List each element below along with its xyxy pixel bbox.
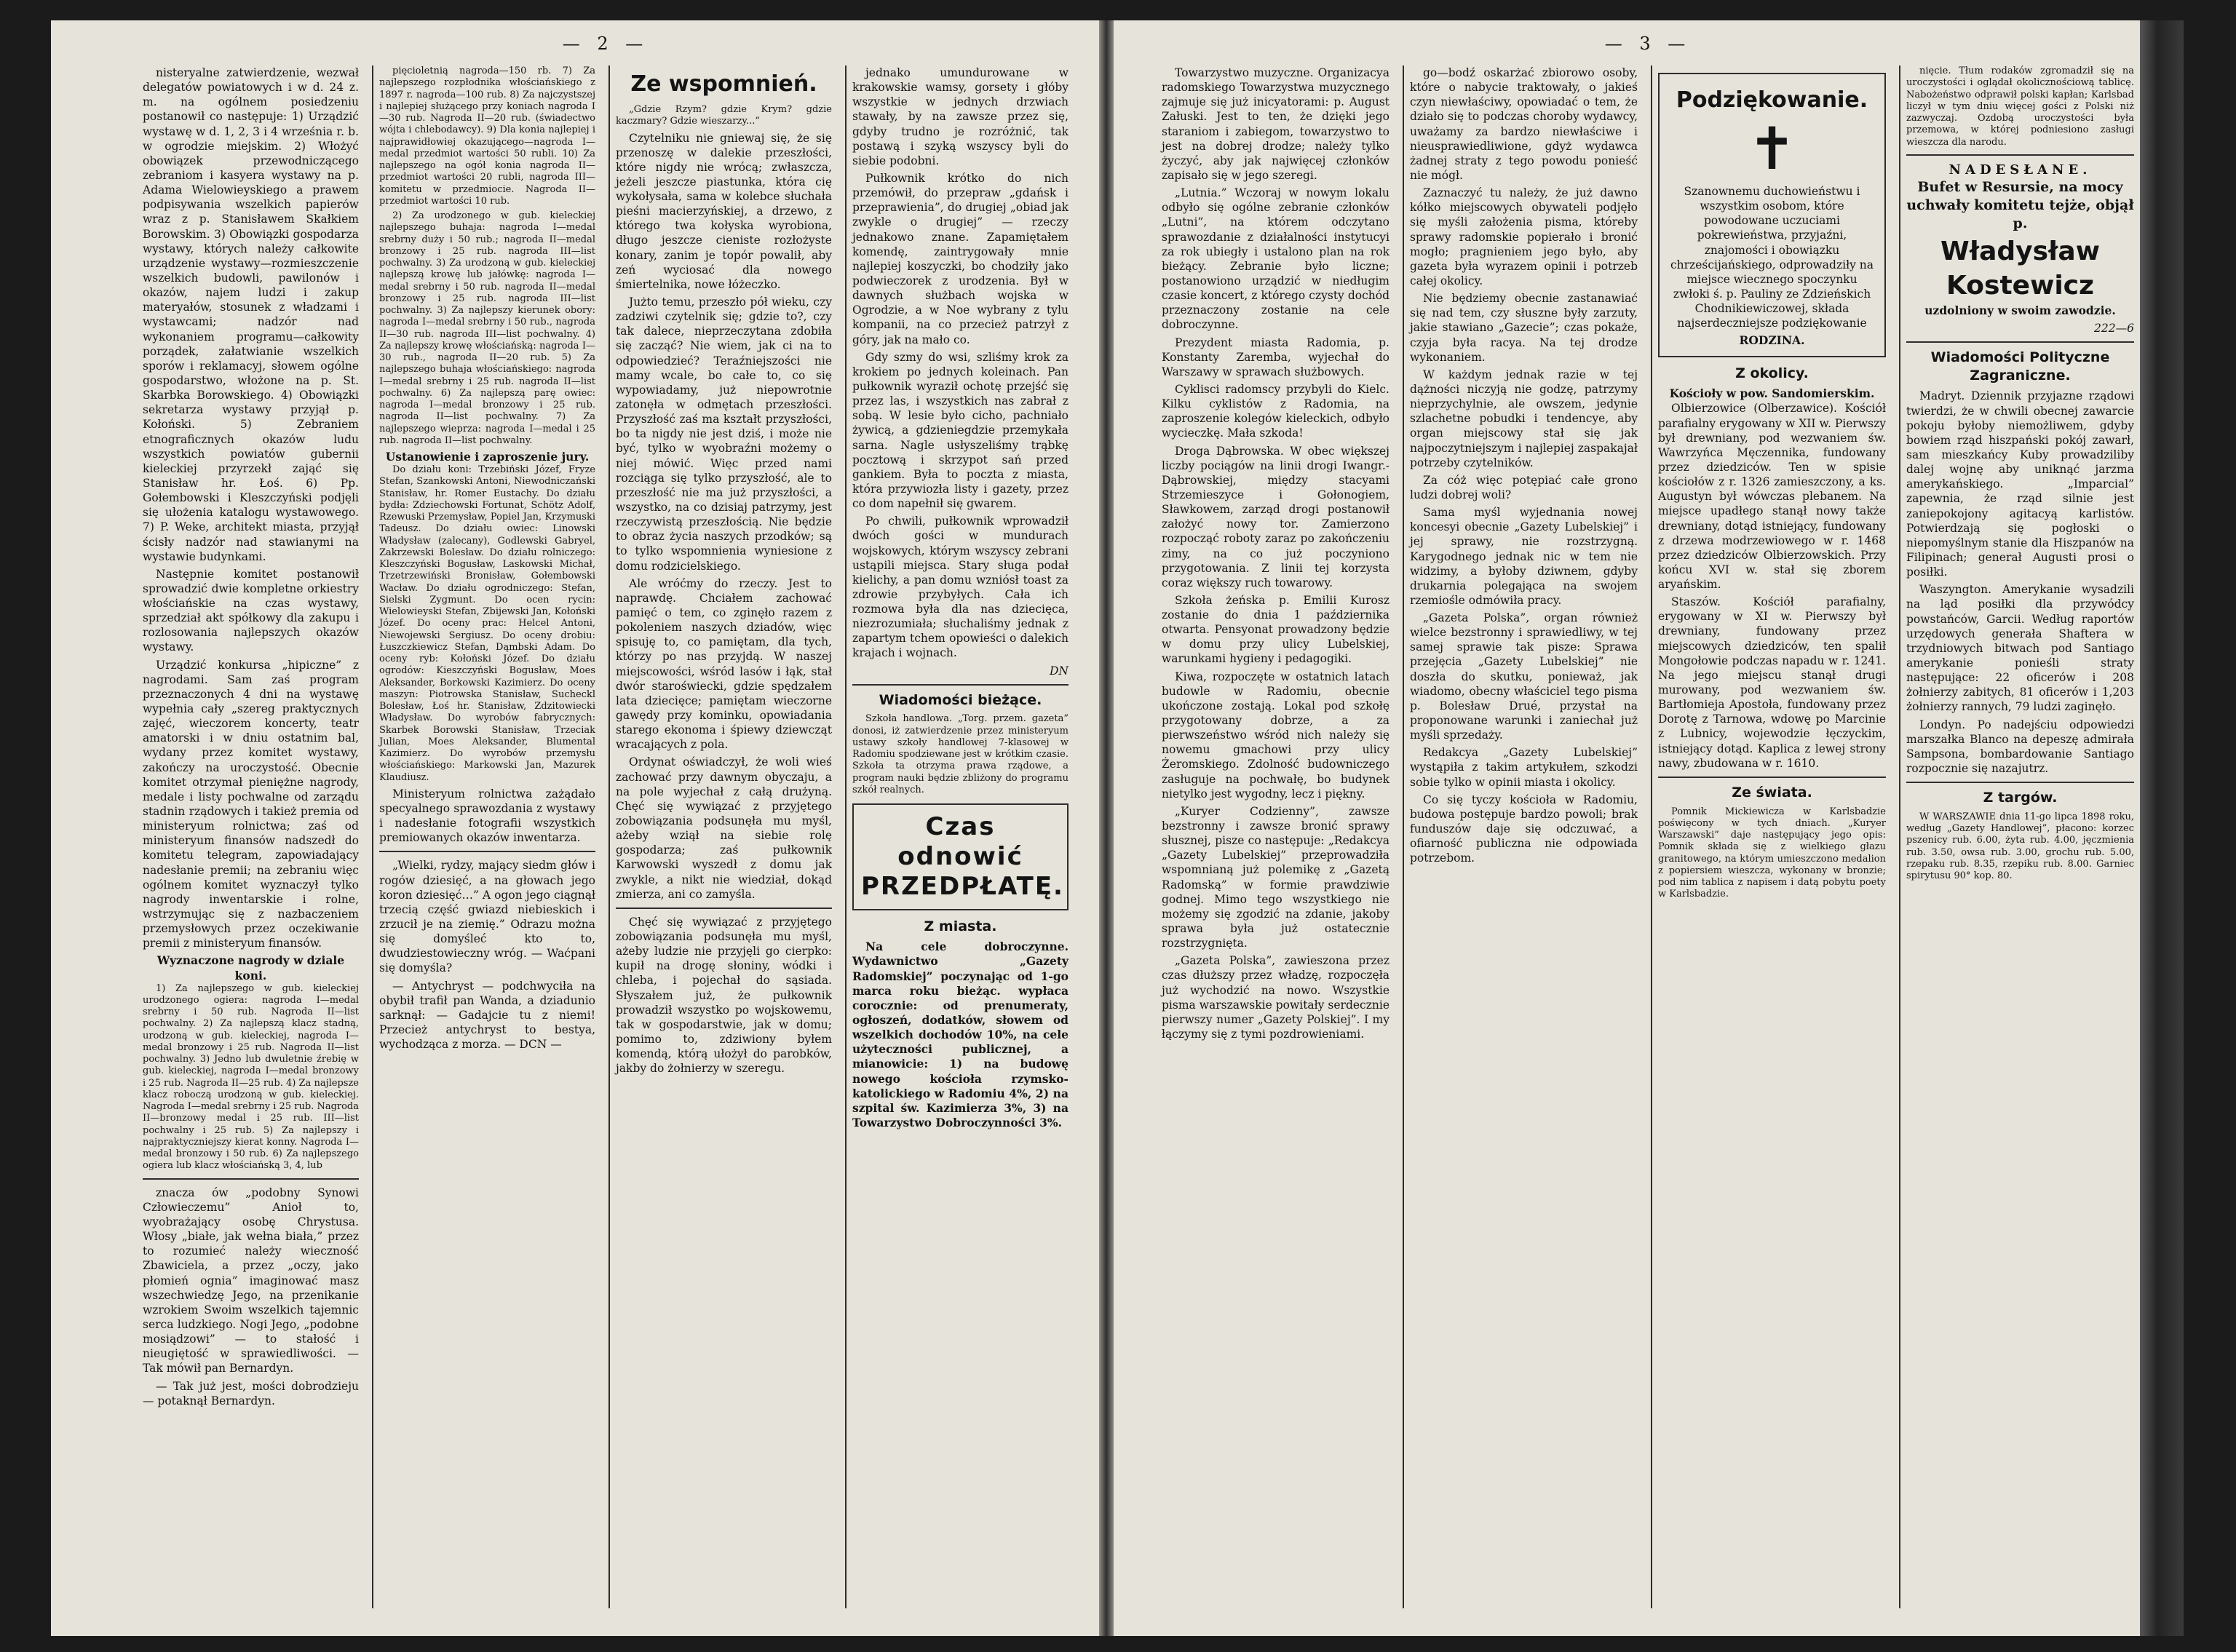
article-paragraph: Droga Dąbrowska. W obec większej liczby pociągów na linii drogi Iwangr.-Dąbrowskiej, między stacyami Strzemieszyce i Gołonogiem, Sławkowem, zarząd drogi postanowił założyć nowy tor. Zamierzono rozpocząć roboty zaraz po zakończeniu zimy, na co już poczyniono przygotowania. Z linii tej korzysta coraz większy ruch towarowy. — [1162, 444, 1389, 589]
market-heading: Z targów. — [1983, 790, 2058, 806]
article-paragraph: Następnie komitet postanowił sprowadzić dwie kompletne orkiestry włościańskie na czas wystawy, sprzedział akt spółkowy dla zakupu i rozlosowania najlepszych okazów wystawy. — [143, 567, 359, 654]
section-heading: Wyznaczone nagrody w dziale koni. — [156, 953, 345, 982]
article-paragraph: Ordynat oświadczył, że woli wieś zachować przy dawnym obyczaju, a na pole wyjechał z całą drużyną. Chęć się wywiązać z przyjętego zobowiązania podsunęła mu myśl, ażeby wziął na siebie rolę gospodarza; zaś pułkownik Karwowski wyszedł z domu jak zwykle, a nikt nie wiedział, dokąd zmierza, ani co zamyśla. — [616, 755, 832, 901]
article-paragraph: pięcioletnią nagroda—150 rb. 7) Za najlepszego rozpłodnika włościańskiego z 1897 r. nagroda—100 rub. 8) Za najczystszej i najlepiej służącego przy koniach nagroda I—30 rub. Nagroda II—20 rub. (świadectwo wójta i chlebodawcy). 9) Dla konia najlepiej i najprawidłowiej okazującego—nagroda I—medal przedmiot wartości 50 rubli. 10) Za najlepszego na ogół konia nagroda II—przedmiot wartości 20 rubli, nagroda III—komitetu w przedmiocie. Nagroda II—przedmiot wartości 10 rub. — [379, 65, 595, 207]
article-paragraph: 2) Za urodzonego w gub. kieleckiej najlepszego buhaja: nagroda I—medal srebrny duży i 50 rub.; nagroda II—medal bronzowy i 25 rub. nagroda III—list pochwalny. 3) Za urodzoną w gub. kieleckiej najlepszą krowę lub jałówkę: nagroda I—medal srebrny i 50 rub. nagroda II—medal bronzowy i 25 rub. nagroda III—list pochwalny. 3) Za najlepszy kierunek obory: nagroda I—medal srebrny i 50 rub., nagroda II—30 rub. nagroda III—list pochwalny. 4) Za najlepszy krowę włościańską: nagroda I—30 rub., nagroda II—20 rub. 5) Za najlepszego buhaja włościańskiego: nagroda I—medal srebrny i 25 rub. nagroda II—list pochwalny. 6) Za najlepszą parę owiec: nagroda I—medal bronzowy i 25 rub. nagroda II—list pochwalny. 7) Za najlepszego wieprza: nagroda I—medal i 25 rub. nagroda II—list pochwalny. — [379, 210, 595, 446]
newspaper-spread — [51, 20, 2184, 1636]
city-news-heading: Z miasta. — [924, 918, 997, 934]
right-column-4 — [1899, 65, 2140, 1608]
article-paragraph: Madryt. Dziennik przyjazne rządowi twierdzi, że w chwili obecnej zawarcie pokoju byłoby niemożliwem, gdyby bowiem rząd hiszpański pokój zawarł, sam mieszkańcy Kuby prowadziliby dalej wojnę aby uniknąć jarzma amerykańskiego. „Imparcial” zapewnia, że rząd silnie jest zaniepokojony agitacyą karlistów. Potwierdzają się pogłoski o niepomyślnym stanie dla Hiszpanów na Filipinach; generał Augusti prosi o posiłki. — [1906, 389, 2134, 579]
article-paragraph: Olbierzowice (Olberzawice). Kościół parafialny erygowany w XII w. Pierwszy był drewniany, pod wezwaniem św. Wawrzyńca Męczennika, fundowany przez dziedziców. Ten w spisie kościołów z r. 1326 zamieszczony, a ks. Augustyn był wówczas plebanem. Na miejsce upadłego stanął nowy także drewniany, dotąd istniejący, fundowany z drzewa modrzewiowego w r. 1468 przez dziedziców Olbierzowskich. Przy końcu XVI w. stał się zborem aryańskim. — [1658, 402, 1886, 592]
divider — [852, 684, 1069, 686]
article-paragraph: Czytelniku nie gniewaj się, że się przenoszę w dalekie przeszłości, które nigdy nie wrócą; zwłaszcza, jeżeli jeszcze piastunka, która cię wykołysała, sama w kolebce słuchała pieśni macierzyńskiej, a drzewo, z którego twa kołyska wyrobiona, długo jeszcze cieniste rozłożyste konary, zanim je topór powalił, aby zeń wyciosać dla nowego śmiertelnika, nowe łóżeczko. — [616, 131, 832, 291]
article-paragraph: „Gazeta Polska”, organ również wielce bezstronny i sprawiedliwy, w tej samej sprawie tak pisze: Sprawa przejęcia „Gazety Lubelskiej” nie doszła do skutku, ponieważ, jak wiadomo, obecny właściciel tego pisma p. Bolesław Drué, przystał na proponowane warunki i zaniechał już myśli sprzedaży. — [1410, 611, 1638, 742]
article-paragraph: znacza ów „podobny Synowi Człowieczemu” Anioł to, wyobrażający osobę Chrystusa. Włosy „białe, jak wełna biała,” przez to rozumieć należy wieczność Zbawiciela, a przez „oczy, jako płomień ognia” imaginować masz wszechwiedzę Jego, na przenikanie wzrokiem Swoim wszelkich tajemnic serca ludzkiego. Nogi Jego, „podobne mosiądzowi” — to stałość i nieugiętość w sprawiedliwości. — Tak mówił pan Bernardyn. — [143, 1186, 359, 1375]
page-right — [1114, 20, 2184, 1636]
article-paragraph: Sama myśl wyjednania nowej koncesyi obecnie „Gazety Lubelskiej” i jej sprawy, nie rozstrzygną. Karygodnego jednak nic w tem nie widzimy, a byłoby dziwnem, gdyby drukarnia polegająca na swojem rzemiośle odmówiła pracy. — [1410, 506, 1638, 607]
article-paragraph: Co się tyczy kościoła w Radomiu, budowa postępuje bardzo powoli; brak funduszów daje się odczuwać, a ofiarność publiczna nie odpowiada potrzebom. — [1410, 793, 1638, 865]
article-paragraph: „Kuryer Codzienny”, zawsze bezstronny i zawsze bronić sprawy słusznej, pisze co następuje: „Redakcya „Gazety Lubelskiej” przeprowadziła wspomnianą już polemikę z „Gazetą Radomską” w formie prawdziwie godnej. Mimo tego wszystkiego nie możemy się zgodzić na zdanie, jakoby sprawa była już ostatecznie rozstrzygnięta. — [1162, 804, 1389, 950]
article-paragraph: — Antychryst — podchwyciła na obybił trafił pan Wanda, a dziadunio sarknął: — Gadajcie tu z niemi! Przecież antychryst to bestya, wychodząca z morza. — DCN — — [379, 979, 595, 1052]
article-paragraph: jednako umundurowane w krakowskie wamsy, gorsety i głóby wszystkie w jednych drzwiach stawały, by na zawsze przez się, gdyby trudno je rozróżnić, tak postawą i szyką wszyscy byli do siebie podobni. — [852, 66, 1069, 167]
subscription-main: PRZEDPŁATĘ. — [861, 871, 1064, 901]
left-column-1 — [137, 65, 365, 1608]
advert-tail: uzdolniony w swoim zawodzie. — [1924, 303, 2116, 317]
cross-icon: ✝ — [1747, 115, 1797, 183]
columns-left — [137, 65, 1074, 1608]
politics-heading: Wiadomości Polityczne Zagraniczne. — [1930, 349, 2110, 384]
subscription-notice — [852, 803, 1069, 910]
article-paragraph: Nie będziemy obecnie zastanawiać się nad tem, czy słuszne były zarzuty, jakie stawiano „Gazecie”; czas pokaże, czyja była racya. Na tej drodze wykonaniem. — [1410, 292, 1638, 364]
notice-body: Szanownemu duchowieństwu i wszystkim osobom, które powodowane uczuciami pokrewieństwa, przyjaźni, znajomości i obowiązku chrześcijańskiego, odprowadziły na miejsce wiecznego spoczynku zwłoki ś. p. Pauliny ze Zdzieńskich Chodnikiewiczowej, składa najserdeczniejsze podziękowanie — [1670, 185, 1874, 330]
article-paragraph: Ministeryum rolnictwa zażądało specyalnego sprawozdania z wystawy i nadesłanie fotografii wszystkich premiowanych okazów inwentarza. — [379, 787, 595, 845]
article-paragraph: „Wielki, rydzy, mający siedm głów i rogów dziesięć, a na głowach jego koron dziesięć…” A ogon jego ciągnął trzecią część gwiazd niebieskich i zrzucił je na ziemię.” Odrazu można się domyśleć kto to, dwudziestowieczny wróg. — Waćpani się domyśla? — [379, 859, 595, 975]
article-paragraph: Do działu koni: Trzebiński Józef, Fryze Stefan, Szankowski Antoni, Niewodniczański Stanisław, hr. Romer Eustachy. Do działu bydła: Zdziechowski Fortunat, Schötz Adolf, Rzewuski Przemysław, Popiel Jan, Krzymuski Tadeusz. Do działu owiec: Linowski Władysław (zalecany), Godlewski Gabryel, Zakrzewski Bolesław. Do działu rolniczego: Kleszczyński Bogusław, Laskowski Michał, Trzetrzewiński Bronisław, Gołembowski Wacław. Do działu ogrodniczego: Stefan, Sielski Zygmunt. Do ocen rycin: Wielowieyski Stefan, Zbijewski Jan, Kołoński Józef. Do oceny prac: Helcel Antoni, Niewojewski Sergiusz. Do oceny drobiu: Łuszczkiewicz Stefan, Dąmbski Adam. Do oceny ryb: Kołoński Józef. Do działu ogrodów: Kieszczyński Bogusław, Moes Aleksander, Borkowski Kazimierz. Do oceny maszyn: Piotrowska Stanisław, Sucheckl Bolesław, Łoś hr. Stanisław, Zdzitowiecki Władysław. Do wyrobów fabrycznych: Skarbek Borowski Stanisław, Trzeciak Julian, Moes Aleksander, Blumental Kazimierz. Do wyrobów przemysłu włościańskiego: Markowski Jan, Mazurek Klaudiusz. — [379, 464, 595, 783]
page-number-left: — 2 — — [562, 33, 649, 54]
page-number-right: — 3 — — [1604, 33, 1692, 54]
signature: DN — [1050, 664, 1069, 678]
advert-number: 222—6 — [2094, 321, 2134, 335]
world-news-item: Pomnik Mickiewicza w Karlsbadzie poświęcony w tych dniach. „Kuryer Warszawski” daje następujący jego opis: Pomnik składa się z wielkiego głazu granitowego, na którym umieszczono medalion z popiersiem wieszcza, wykonany w bronzie; pod nim tablica z napisem i datą pobytu poety w Karlsbadzie. — [1658, 806, 1886, 900]
region-news-heading: Z okolicy. — [1735, 365, 1809, 381]
section-heading: Ustanowienie i zaproszenie jury. — [385, 450, 590, 464]
article-paragraph: Redakcya „Gazety Lubelskiej” wystąpiła z takim artykułem, szkodzi sobie tylko w opinii miasta i okolicy. — [1410, 746, 1638, 789]
right-column-2 — [1403, 65, 1644, 1608]
article-paragraph: Towarzystwo muzyczne. Organizacya radomskiego Towarzystwa muzycznego zajmuje się już inicyatorami: p. August Załuski. Jest to ten, że dzięki jego staraniom i zabiegom, towarzystwo to jest na dobrej drodze; należy tylko życzyć, aby jak najwięcej członków zapisało się w jego szeregi. — [1162, 66, 1389, 182]
obituary-notice — [1658, 73, 1886, 357]
article-paragraph: Szkoła żeńska p. Emilii Kurosz zostanie do dnia 1 października otwarta. Pensyonat prowadzony będzie w domu przy ulicy Lubelskiej, warunkami hygieny i pedagogiki. — [1162, 593, 1389, 666]
city-news-item: Na cele dobroczynne. Wydawnictwo „Gazety Radomskiej” poczynając od 1-go marca roku bieżąc. wypłaca corocznie: od prenumeraty, ogłoszeń, dodatków, słowem od wszelkich dochodów 10%, na cele użyteczności publicznej, a mianowicie: 1) na budowę nowego kościoła rzymsko-katolickiego w Radomiu 4%, 2) na szpital św. Kazimierza 3%, 3) na Towarzystwo Dobroczynności 3%. — [852, 940, 1069, 1129]
advert-name: Władysław Kostewicz — [1940, 237, 2100, 301]
article-paragraph: Prezydent miasta Radomia, p. Konstanty Zaremba, wyjechał do Warszawy w sprawach służbowych. — [1162, 335, 1389, 378]
feuilleton-title: Ze wspomnień. — [630, 71, 817, 97]
article-paragraph: Gdy szmy do wsi, szliśmy krok za krokiem po jednych koleinach. Pan pułkownik wyraził ochotę przejść się przez las, i wszystkich nas zabrał z sobą. W lesie było cicho, pachniało żywicą, a gdzieniegdzie przemykała sarna. Nagle usłyszeliśmy trąbkę pocztową i skrzypot sań przed gankiem. Była to poczta z miasta, która przywiozła listy i gazety, przez co dom napełnił się gwarem. — [852, 350, 1069, 511]
left-column-2 — [372, 65, 601, 1608]
article-paragraph: 1) Za najlepszego w gub. kieleckiej urodzonego ogiera: nagroda I—medal srebrny i 50 rub. Nagroda II—list pochwalny. 2) Za najlepszą klacz stadną, urodzoną w gub. kieleckiej, nagroda I—medal bronzowy i 25 rub. Nagroda II—list pochwalny. 3) Jedno lub dwuletnie źrebię w gub. kieleckiej, nagroda I—medal bronzowy i 25 rub. Nagroda II—25 rub. 4) Za najlepsze klacz roboczą urodzoną w gub. kieleckiej. Nagroda I—medal srebrny i 25 rub. Nagroda II—bronzowy medal i 25 rub. III—list pochwalny i 25 rub. 5) Za najlepszy i najpraktyczniejszy kierat konny. Nagroda I—medal bronzowy i 50 rub. 6) Za najlepszego ogiera lub klacz włościańską 3, 4, lub — [143, 982, 359, 1172]
article-paragraph: W każdym jednak razie w tej dążności niczyją nie godzę, patrzymy nieprzychylnie, ale owszem, jedynie szlachetne pobudki i tendencye, aby organ miejscowy stał się jak najpoczytniejszym i najlepiej zaspakajał potrzeby czytelników. — [1410, 368, 1638, 469]
article-paragraph: Londyn. Po nadejściu odpowiedzi marszałka Blanco na depeszę admirała Sampsona, bombardowanie Santiago rozpocznie się nazajutrz. — [1906, 718, 2134, 775]
article-paragraph: Jużto temu, przeszło pół wieku, czy zadziwi czytelnik się; gdzie to?, czy tak dalece, nieprzeczytana zdobiła się zacząć? Nie wiem, jak ci na to odpowiedzieć? Teraźniejszości nie mamy wcale, bo całe to, co się wypowiadamy, już niepowrotnie zatonęła w odmętach przeszłości. Przyszłość zaś ma kształt przyszłości, bo ta nigdy nie jest dziś, i może nie być, tylko w wyobraźni możemy o niej mówić. Więc przed nami rozciąga się tylko przyszłość, ale to przeszłość nie ma już przyszłości, a wszystko, na co dzisiaj patrzymy, jest rzeczywistą przeszłością. Nie będzie to obraz życia naszych przodków; są to tylko wspomnienia wyniesione z domu rodzicielskiego. — [616, 295, 832, 573]
article-paragraph: Za cóż więc potępiać całe grono ludzi dobrej woli? — [1410, 473, 1638, 501]
left-column-4 — [845, 65, 1074, 1608]
advert-body: Bufet w Resursie, na mocy uchwały komitetu tejże, objął p. — [1906, 179, 2134, 231]
world-news-heading: Ze świata. — [1732, 784, 1812, 801]
advert-tag: NADESŁANE. — [1948, 162, 2092, 178]
book-spine — [1099, 20, 1114, 1636]
divider — [379, 851, 595, 852]
epigraph: „Gdzie Rzym? gdzie Krym? gdzie kaczmary? Gdzie wieszarzy...” — [616, 104, 832, 127]
article-paragraph: nięcie. Tłum rodaków zgromadził się na uroczystości i oglądał okolicznościową tablicę. Nabożeństwo odprawił polski kapłan; Karlsbad liczył w tym dniu więcej gości z Polski niż zazwyczaj. Ozdobą uroczystości była przemowa, w której podniesiono zasługi wieszcza dla narodu. — [1906, 65, 2134, 148]
right-column-3 — [1651, 65, 1892, 1608]
article-paragraph: Po chwili, pułkownik wprowadził dwóch gości w mundurach wojskowych, którym wszyscy zebrani ustąpili miejsca. Stary sługa podał kielichy, a pan domu wzniósł toast za zdrowie przybyłych. Cała ich rozmowa była dla nas dziecięca, niezrozumiała; słuchaliśmy jednak z zapartym tchem opowieści o dalekich krajach i wojnach. — [852, 515, 1069, 660]
notice-signature: RODZINA. — [1739, 333, 1805, 348]
divider — [1906, 782, 2134, 783]
page-edge — [2140, 20, 2184, 1636]
divider — [1658, 777, 1886, 778]
article-paragraph: Kiwa, rozpoczęte w ostatnich latach budowle w Radomiu, obecnie ukończone zostają. Lokal pod szkołę przygotowany dobrze, a za pierwszeństwo wśród nich należy się nowemu gmachowi przy ulicy Żeromskiego. Zdolność budowniczego zasługuje na pochwałę, bo budynek nietylko jest wygodny, lecz i piękny. — [1162, 670, 1389, 801]
news-item: Szkoła handlowa. „Torg. przem. gazeta” donosi, iż zatwierdzenie przez ministeryum ustawy szkoły handlowej 7-klasowej w Radomiu spodziewane jest w krótkim czasie. Szkoła ta otrzyma prawa rządowe, a program nauki będzie zbliżony do programu szkół realnych. — [852, 713, 1069, 795]
news-heading: Wiadomości bieżące. — [879, 691, 1042, 708]
article-paragraph: Zaznaczyć tu należy, że już dawno kółko miejscowych obywateli podjęło się myśli założenia pisma, któreby sprawy radomskie popierało i bronić mogło; pragnieniem jego było, aby gazeta była wyrazem opinii i potrzeb całej okolicy. — [1410, 186, 1638, 287]
divider — [616, 908, 832, 909]
subscription-heading: Czas odnowić — [897, 812, 1023, 871]
article-paragraph: „Lutnia.” Wczoraj w nowym lokalu odbyło się ogólne zebranie członków „Lutni”, na którem odczytano sprawozdanie z działalności instytucyi za rok ubiegły i ustalono plan na rok bieżący. Zebranie było liczne; postanowiono urządzić w niedługim czasie koncert, z którego czysty dochód przeznaczony zostanie na cele dobroczynne. — [1162, 186, 1389, 332]
left-column-3 — [608, 65, 838, 1608]
article-paragraph: nisteryalne zatwierdzenie, wezwał delegatów powiatowych i w d. 24 z. m. na ogólnem posiedzeniu postanowił co następuje: 1) Urządzić wystawę w d. 1, 2, 3 i 4 września r. b. w ogrodzie miejskim. 2) Włożyć obowiązek przewodniczącego zebraniom i kasyera wystawy na p. Adama Wielowieyskiego a prawem podpisywania wszelkich papierów wraz z p. Stanisławem Skałkiem Borowskim. 3) Obowiązki gospodarza wystawy, których należy całkowite urządzenie wystawy—rozmieszczenie wszelkich budowli, pawilonów i okazów, najem ludzi i zakup materyałów, stosunek z władzami i wystawcami; nadzór nad wykonaniem programu—całkowity porządek, załatwianie wszelkich sporów i reklamacyj, słowem ogólne gospodarstwo, włożone na p. St. Skarbka Borowskiego. 4) Obowiązki sekretarza wystawy przyjął p. Kołoński. 5) Zebraniem etnograficznych okazów ludu wszystkich powiatów gubernii kieleckiej przyrzekł zająć się Stanisław hr. Łoś. 6) Pp. Gołembowski i Kleszczyński podjęli się ułożenia katalogu wystawowego. 7) P. Weke, architekt miasta, przyjął ścisły nadzór nad stawianymi na wystawie budynkami. — [143, 66, 359, 563]
article-paragraph: Staszów. Kościół parafialny, erygowany w XI w. Pierwszy był drewniany, fundowany przez miejscowych dziedziców, ten spalił Mongołowie podczas napadu w r. 1241. Na jego miejscu stanął drugi murowany, pod wezwaniem św. Bartłomieja Apostoła, fundowany przez Dorotę z Tarnowa, wdowę po Marcinie z Lubnicy, wojewodzie łęczyckim, istniejący dotąd. Kaplica z lewej strony nawy, zbudowana w r. 1610. — [1658, 595, 1886, 770]
notice-title: Podziękowanie. — [1676, 87, 1868, 113]
page-left — [51, 20, 1099, 1636]
article-paragraph: Waszyngton. Amerykanie wysadzili na ląd posiłki dla przywódcy powstańców, Garcii. Według raportów urzędowych generała Shaftera w trzydniowych bitwach pod Santiago amerykanie ponieśli straty następujące: 22 oficerów i 208 żołnierzy zabitych, 81 oficerów i 1,203 żołnierzy rannych, 79 ludzi zaginęło. — [1906, 583, 2134, 714]
article-paragraph: Urządzić konkursa „hipiczne” z nagrodami. Sam zaś program przeznaczonych 4 dni na wystawę wypełnia cały „szereg praktycznych zajęć, wieczorem koncerty, teatr amatorski i w dniu ostatnim bal, wydany przez komitet wystawy, zakończy na uroczystość. Obecnie komitet otrzymał pieniężne nagrody, medale i listy pochwalne od zarządu stadnin rządowych i takież premia od ministeryum rolnictwa; zaś od ministeryum finansów nadszedł do komitetu telegram, zapowiadający nadesłanie premii; na zebraniu więc ogólnem komitet wyznaczył tylko nagrody inwentarskie i rolne, wstrzymując się z nazbaczeniem przemysłowych przez oczekiwanie premii z ministeryum finansów. — [143, 658, 359, 950]
article-paragraph: Pułkownik krótko do nich przemówił, do przepraw „gdańsk i przeprawienia”, do drugiej „obiad jak zwykle o drugiej” — rzeczy jednakowo znane. Zapamiętałem komendę, zaintrygowały mnie najlepiej koszyczki, bo chodziły jako podwieczorek z urodzenia. Był w dawnych służbach wojska w Ogrodzie, a w Noe wybrany z tylu kompanii, na co przecież patrzył z góry, jak na mało co. — [852, 171, 1069, 346]
article-paragraph: Ale wróćmy do rzeczy. Jest to naprawdę. Chciałem zachować pamięć o tem, co zginęło razem z pokoleniem naszych dziadów, więc spisuję to, co pamiętam, dla tych, którzy po nas przyjdą. W naszej miejscowości, wśród lasów i łąk, stał dwór staroświecki, gdzie spędzałem lata dziecięce; pamiętam wieczorne gawędy przy kominku, opowiadania starego ekonoma i śpiewy dziewcząt wracających z pola. — [616, 576, 832, 752]
article-paragraph: — Tak już jest, mości dobrodzieju — potaknął Bernardyn. — [143, 1379, 359, 1407]
article-paragraph: go—bodź oskarżać zbiorowo osoby, które o nabycie traktowały, o jakieś czyn niewłaściwy, opowiadać o tem, że działo się to podczas choroby wydawcy, uważamy za bardzo niewłaściwe i nieusprawiedliwione, gdyż wydawca żadnej straty z tego powodu ponieść nie mógł. — [1410, 66, 1638, 182]
article-paragraph: „Gazeta Polska”, zawieszona przez czas dłuższy przez władzę, rozpoczęła już wychodzić na nowo. Wszystkie pisma warszawskie powitały serdecznie pierwszy numer „Gazety Polskiej”. I my łączymy się z tymi pozdrowieniami. — [1162, 954, 1389, 1041]
divider — [143, 1178, 359, 1180]
columns-right — [1156, 65, 2140, 1608]
right-column-1 — [1156, 65, 1395, 1608]
divider — [1906, 341, 2134, 343]
article-paragraph: Cyklisci radomscy przybyli do Kielc. Kilku cyklistów z Radomia, na zaproszenie kolegów kieleckich, odbyło wycieczkę. Mała szkoda! — [1162, 382, 1389, 440]
article-paragraph: Chęć się wywiązać z przyjętego zobowiązania podsunęła mu myśl, ażeby ludzie nie przyjęli go cierpko: kupił na drogę słoniny, wódki i chleba, i pojechał do sąsiada. Słyszałem już, że pułkownik prowadził wszystko po wojskowemu, tak w gospodarstwie, jak w domu; pomimo to, zdziwiony byłem komendą, którą ułożył do parobków, jakby do żołnierzy w szeregu. — [616, 915, 832, 1076]
market-report: W WARSZAWIE dnia 11-go lipca 1898 roku, według „Gazety Handlowej”, płacono: korzec pszenicy rub. 6.00, żyta rub. 4.00, jęczmienia rub. 3.50, owsa rub. 3.00, grochu rub. 5.00, rzepaku rub. 8.35, rzepiku rub. 8.00. Garniec spirytusu 90° kop. 80. — [1906, 811, 2134, 882]
region-news-subheading: Kościoły w pow. Sandomierskim. — [1669, 386, 1875, 401]
divider — [1906, 154, 2134, 156]
